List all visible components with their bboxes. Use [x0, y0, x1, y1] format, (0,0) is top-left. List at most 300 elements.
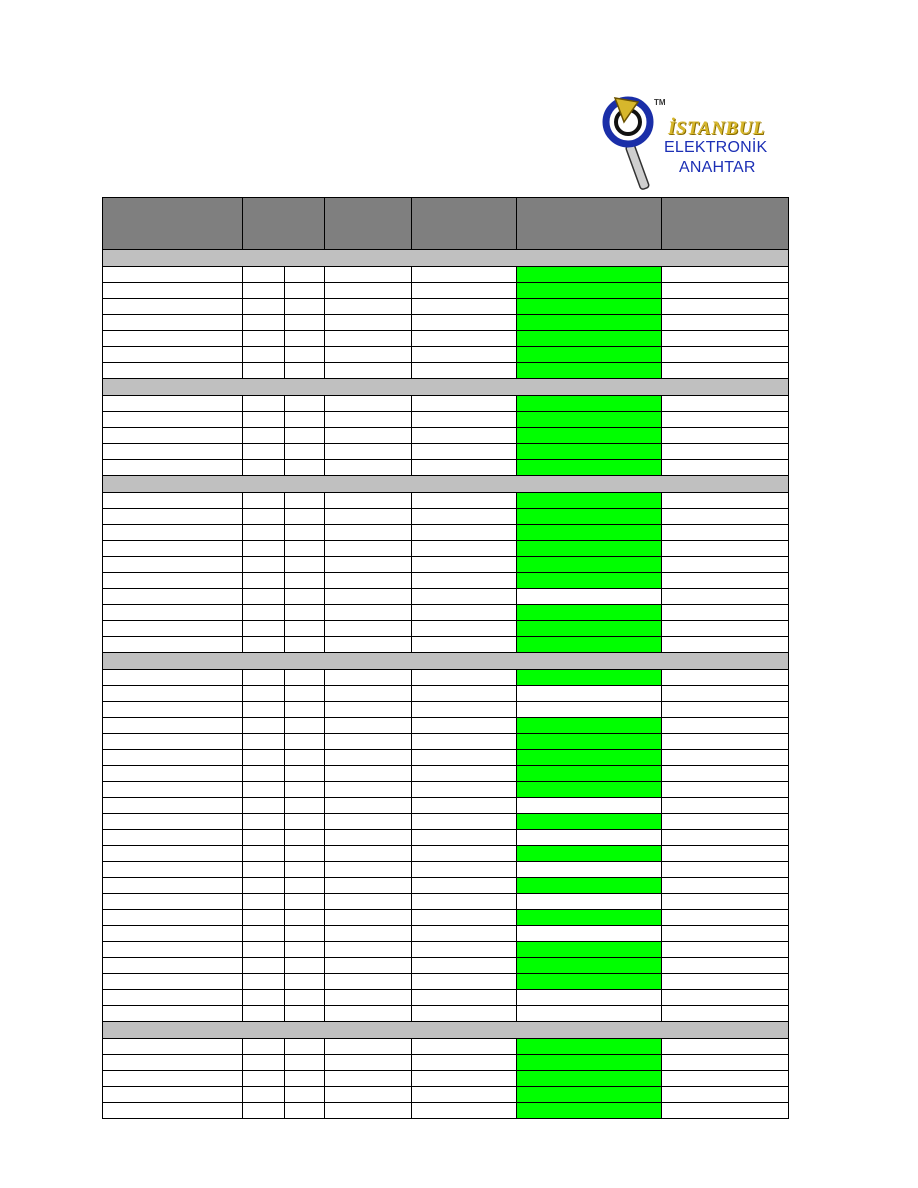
table-cell [662, 894, 789, 910]
table-cell [412, 926, 517, 942]
table-cell [285, 621, 325, 637]
table-cell [285, 718, 325, 734]
table-cell [103, 990, 243, 1006]
section-label [103, 250, 789, 267]
grid-body [103, 250, 789, 1119]
table-cell [662, 782, 789, 798]
table-cell [412, 1039, 517, 1055]
table-cell [325, 412, 412, 428]
table-cell [325, 862, 412, 878]
table-row [103, 878, 789, 894]
table-cell [103, 926, 243, 942]
table-cell [325, 605, 412, 621]
table-cell [243, 894, 285, 910]
status-cell [517, 283, 662, 299]
table-cell [325, 363, 412, 379]
table-cell [103, 958, 243, 974]
table-row [103, 1103, 789, 1119]
table-cell [412, 331, 517, 347]
table-cell [285, 267, 325, 283]
table-cell [243, 1006, 285, 1022]
table-cell [243, 702, 285, 718]
table-cell [662, 1039, 789, 1055]
table-cell [103, 1071, 243, 1087]
table-cell [103, 782, 243, 798]
status-cell [517, 734, 662, 750]
table-cell [243, 942, 285, 958]
status-cell [517, 460, 662, 476]
table-cell [662, 830, 789, 846]
status-cell [517, 525, 662, 541]
table-cell [662, 460, 789, 476]
table-row [103, 428, 789, 444]
header-row [103, 198, 789, 250]
table-cell [103, 878, 243, 894]
table-cell [412, 814, 517, 830]
table-cell [412, 782, 517, 798]
section-label [103, 476, 789, 493]
table-cell [103, 525, 243, 541]
table-row [103, 974, 789, 990]
table-cell [285, 460, 325, 476]
table-row [103, 557, 789, 573]
table-cell [243, 670, 285, 686]
table-cell [325, 1103, 412, 1119]
table-cell [285, 589, 325, 605]
status-cell [517, 347, 662, 363]
table-cell [412, 509, 517, 525]
table-cell [243, 412, 285, 428]
table-cell [243, 1055, 285, 1071]
status-cell [517, 573, 662, 589]
table-row [103, 846, 789, 862]
table-cell [285, 557, 325, 573]
brand-line-3: ANAHTAR [679, 159, 756, 176]
brand-line-2: ELEKTRONİK [664, 139, 768, 156]
status-cell [517, 428, 662, 444]
table-cell [285, 814, 325, 830]
section-header-row [103, 1022, 789, 1039]
table-cell [325, 686, 412, 702]
table-cell [325, 589, 412, 605]
table-cell [243, 299, 285, 315]
table-cell [412, 862, 517, 878]
table-cell [243, 718, 285, 734]
table-cell [285, 283, 325, 299]
table-cell [325, 347, 412, 363]
table-cell [412, 670, 517, 686]
table-cell [412, 460, 517, 476]
table-cell [243, 990, 285, 1006]
section-label [103, 653, 789, 670]
table-row [103, 460, 789, 476]
table-cell [243, 573, 285, 589]
status-cell [517, 798, 662, 814]
table-cell [412, 573, 517, 589]
table-cell [103, 621, 243, 637]
table-cell [325, 974, 412, 990]
table-cell [412, 1071, 517, 1087]
table-cell [103, 396, 243, 412]
brand-line-1: İSTANBUL [668, 118, 765, 139]
table-cell [285, 1103, 325, 1119]
table-cell [662, 637, 789, 653]
table-cell [325, 460, 412, 476]
table-cell [412, 493, 517, 509]
table-cell [285, 315, 325, 331]
table-row [103, 637, 789, 653]
table-cell [325, 557, 412, 573]
table-cell [243, 958, 285, 974]
table-row [103, 444, 789, 460]
table-cell [243, 557, 285, 573]
table-cell [103, 509, 243, 525]
table-cell [285, 974, 325, 990]
table-cell [103, 846, 243, 862]
table-cell [103, 283, 243, 299]
status-cell [517, 894, 662, 910]
table-cell [412, 283, 517, 299]
header-cell-1 [103, 198, 243, 250]
table-cell [103, 734, 243, 750]
table-row [103, 589, 789, 605]
status-cell [517, 814, 662, 830]
table-cell [243, 1071, 285, 1087]
table-cell [243, 428, 285, 444]
status-cell [517, 1006, 662, 1022]
table-cell [243, 862, 285, 878]
table-cell [285, 990, 325, 1006]
table-cell [285, 525, 325, 541]
table-row [103, 1006, 789, 1022]
table-row [103, 926, 789, 942]
section-header-row [103, 250, 789, 267]
status-cell [517, 1103, 662, 1119]
status-cell [517, 926, 662, 942]
table-cell [325, 1087, 412, 1103]
header-cell-2 [243, 198, 325, 250]
table-row [103, 766, 789, 782]
table-cell [103, 605, 243, 621]
header-cell-3 [325, 198, 412, 250]
table-cell [662, 605, 789, 621]
table-cell [285, 862, 325, 878]
table-row [103, 621, 789, 637]
table-cell [662, 718, 789, 734]
table-cell [285, 541, 325, 557]
table-cell [285, 702, 325, 718]
status-cell [517, 990, 662, 1006]
table-cell [285, 846, 325, 862]
table-cell [662, 958, 789, 974]
table-cell [325, 1071, 412, 1087]
table-cell [103, 1087, 243, 1103]
table-cell [285, 686, 325, 702]
data-grid [102, 197, 789, 1119]
status-cell [517, 974, 662, 990]
table-cell [325, 718, 412, 734]
table-cell [412, 910, 517, 926]
table-cell [325, 734, 412, 750]
table-cell [103, 460, 243, 476]
table-cell [325, 525, 412, 541]
table-cell [662, 589, 789, 605]
header-cell-5 [517, 198, 662, 250]
table-row [103, 412, 789, 428]
section-label [103, 379, 789, 396]
table-cell [285, 798, 325, 814]
table-cell [662, 525, 789, 541]
table-row [103, 670, 789, 686]
table-cell [243, 782, 285, 798]
status-cell [517, 621, 662, 637]
table-cell [103, 942, 243, 958]
table-cell [285, 1087, 325, 1103]
status-cell [517, 750, 662, 766]
table-cell [662, 846, 789, 862]
table-cell [325, 1039, 412, 1055]
table-cell [243, 798, 285, 814]
table-cell [412, 1103, 517, 1119]
table-cell [243, 396, 285, 412]
table-row [103, 862, 789, 878]
table-row [103, 267, 789, 283]
table-row [103, 782, 789, 798]
status-cell [517, 363, 662, 379]
company-logo [600, 92, 780, 192]
table-cell [103, 1103, 243, 1119]
table-cell [662, 444, 789, 460]
table-cell [285, 363, 325, 379]
table-cell [325, 942, 412, 958]
table-cell [103, 766, 243, 782]
table-cell [412, 267, 517, 283]
table-cell [412, 1006, 517, 1022]
table-cell [243, 525, 285, 541]
status-cell [517, 878, 662, 894]
table-cell [412, 718, 517, 734]
table-cell [103, 363, 243, 379]
status-cell [517, 396, 662, 412]
table-cell [285, 894, 325, 910]
trademark-mark: TM [654, 98, 666, 107]
table-cell [325, 926, 412, 942]
table-cell [325, 990, 412, 1006]
table-row [103, 942, 789, 958]
table-row [103, 1087, 789, 1103]
table-cell [412, 428, 517, 444]
status-cell [517, 315, 662, 331]
status-cell [517, 541, 662, 557]
status-cell [517, 830, 662, 846]
table-cell [662, 750, 789, 766]
table-row [103, 990, 789, 1006]
status-cell [517, 493, 662, 509]
table-cell [325, 444, 412, 460]
status-cell [517, 942, 662, 958]
table-cell [412, 1087, 517, 1103]
status-cell [517, 686, 662, 702]
table-cell [243, 637, 285, 653]
table-cell [103, 541, 243, 557]
table-cell [325, 509, 412, 525]
table-cell [243, 509, 285, 525]
table-cell [325, 1006, 412, 1022]
table-cell [325, 878, 412, 894]
table-cell [412, 830, 517, 846]
table-cell [662, 686, 789, 702]
table-cell [285, 942, 325, 958]
table-row [103, 686, 789, 702]
table-cell [412, 734, 517, 750]
table-cell [103, 412, 243, 428]
table-cell [243, 1039, 285, 1055]
section-header-row [103, 653, 789, 670]
table-cell [325, 702, 412, 718]
table-cell [103, 1006, 243, 1022]
table-cell [325, 1055, 412, 1071]
table-cell [103, 750, 243, 766]
table-cell [103, 428, 243, 444]
table-cell [325, 670, 412, 686]
table-cell [412, 1055, 517, 1071]
status-cell [517, 331, 662, 347]
table-cell [325, 766, 412, 782]
table-cell [662, 347, 789, 363]
table-cell [285, 926, 325, 942]
table-cell [412, 315, 517, 331]
table-cell [325, 894, 412, 910]
table-cell [243, 846, 285, 862]
table-cell [662, 428, 789, 444]
table-cell [103, 637, 243, 653]
table-cell [325, 315, 412, 331]
status-cell [517, 670, 662, 686]
table-cell [412, 347, 517, 363]
table-cell [412, 525, 517, 541]
table-cell [325, 299, 412, 315]
table-row [103, 283, 789, 299]
table-cell [285, 509, 325, 525]
table-cell [325, 958, 412, 974]
table-cell [103, 670, 243, 686]
table-cell [285, 830, 325, 846]
table-cell [325, 331, 412, 347]
table-cell [243, 766, 285, 782]
table-row [103, 750, 789, 766]
table-cell [285, 750, 325, 766]
table-cell [243, 460, 285, 476]
table-row [103, 910, 789, 926]
table-cell [243, 589, 285, 605]
table-cell [662, 1055, 789, 1071]
table-row [103, 1071, 789, 1087]
status-cell [517, 509, 662, 525]
table-cell [103, 974, 243, 990]
status-cell [517, 589, 662, 605]
status-cell [517, 299, 662, 315]
table-cell [285, 910, 325, 926]
table-cell [103, 557, 243, 573]
table-cell [662, 670, 789, 686]
table-cell [325, 846, 412, 862]
table-cell [285, 299, 325, 315]
table-cell [243, 686, 285, 702]
table-cell [285, 782, 325, 798]
table-cell [243, 974, 285, 990]
table-cell [325, 814, 412, 830]
status-cell [517, 444, 662, 460]
table-cell [662, 1006, 789, 1022]
table-cell [412, 846, 517, 862]
table-cell [412, 557, 517, 573]
table-cell [285, 396, 325, 412]
section-label [103, 1022, 789, 1039]
table-cell [325, 493, 412, 509]
table-cell [412, 299, 517, 315]
table-row [103, 363, 789, 379]
table-cell [412, 942, 517, 958]
table-row [103, 573, 789, 589]
table-row [103, 958, 789, 974]
magnifier-logo-icon [600, 92, 670, 192]
header-cell-6 [662, 198, 789, 250]
table-cell [662, 734, 789, 750]
table-cell [243, 910, 285, 926]
table-cell [325, 621, 412, 637]
table-cell [285, 605, 325, 621]
table-cell [285, 958, 325, 974]
table-cell [662, 331, 789, 347]
table-cell [243, 926, 285, 942]
table-row [103, 798, 789, 814]
table-cell [412, 363, 517, 379]
table-cell [662, 942, 789, 958]
table-cell [662, 910, 789, 926]
table-cell [412, 686, 517, 702]
status-cell [517, 1055, 662, 1071]
table-cell [662, 363, 789, 379]
table-cell [325, 830, 412, 846]
table-row [103, 830, 789, 846]
table-cell [662, 283, 789, 299]
section-header-row [103, 379, 789, 396]
section-header-row [103, 476, 789, 493]
table-cell [243, 493, 285, 509]
table-cell [412, 621, 517, 637]
status-cell [517, 718, 662, 734]
table-row [103, 1039, 789, 1055]
table-cell [412, 766, 517, 782]
table-cell [325, 283, 412, 299]
table-cell [662, 1087, 789, 1103]
table-cell [285, 412, 325, 428]
table-cell [103, 347, 243, 363]
status-cell [517, 412, 662, 428]
table-cell [325, 428, 412, 444]
table-cell [103, 830, 243, 846]
table-cell [285, 347, 325, 363]
table-cell [243, 621, 285, 637]
table-cell [412, 878, 517, 894]
table-cell [325, 750, 412, 766]
table-cell [662, 862, 789, 878]
table-cell [243, 1103, 285, 1119]
table-cell [285, 734, 325, 750]
table-row [103, 702, 789, 718]
table-cell [662, 315, 789, 331]
table-cell [662, 493, 789, 509]
